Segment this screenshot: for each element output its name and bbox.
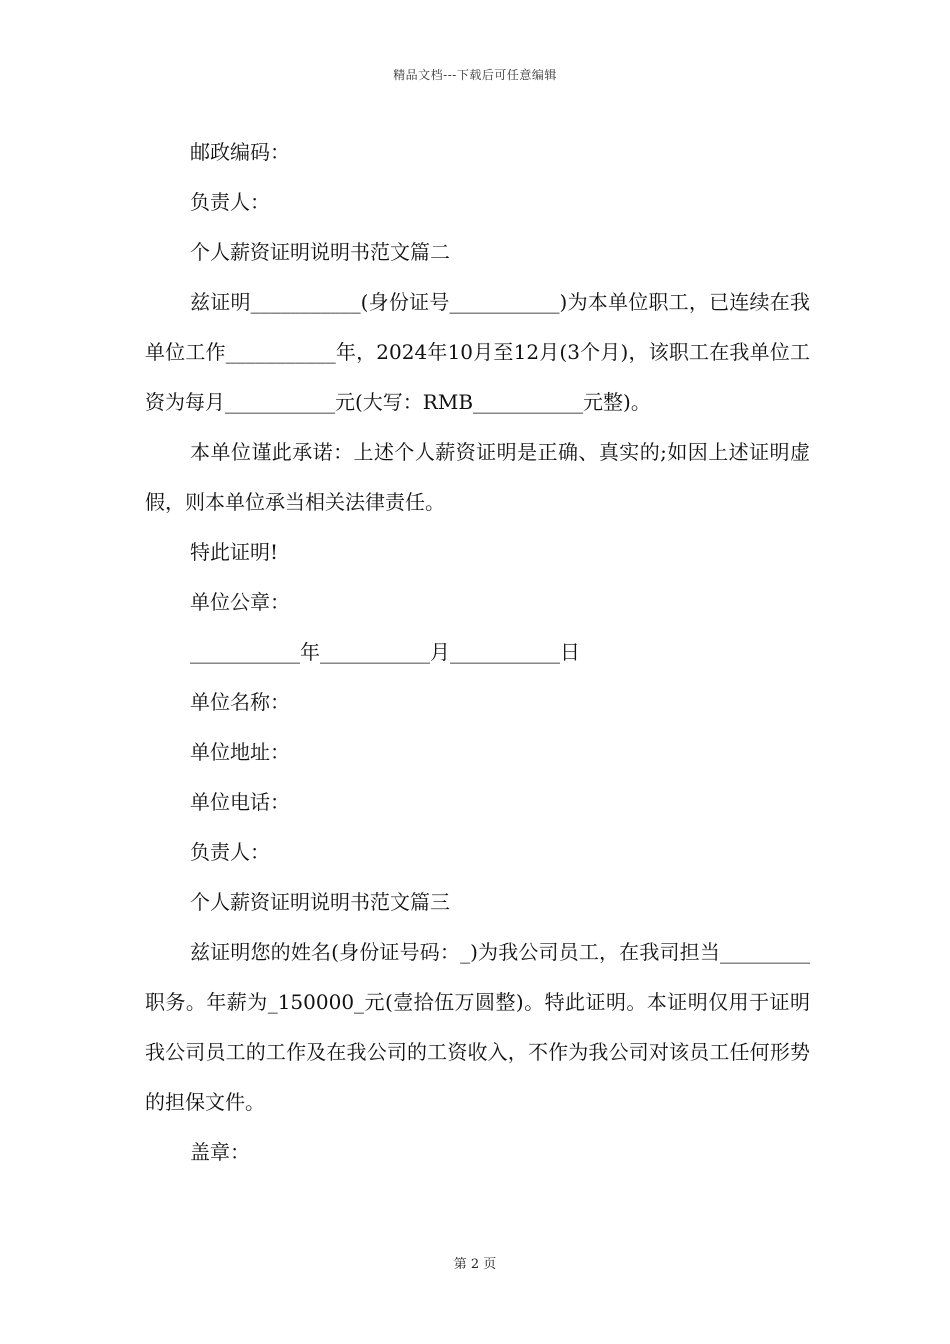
company-seal-label: 单位公章： [190, 590, 290, 614]
page-header: 精品文档---下载后可任意编辑 [393, 68, 557, 82]
postal-code-label: 邮政编码： [190, 140, 290, 164]
section-three-paragraph: 兹证明您的姓名(身份证号码：_)为我公司员工，在我司担当_________职务。年薪为_150000_元(壹拾伍万圆整)。特此证明。本证明仅用于证明我公司员工的工作及在我公司的工资收入，不作为我公司对该员工任何形势的担保文件。 [145, 940, 810, 1114]
company-address-label: 单位地址： [190, 740, 290, 764]
section-three-title: 个人薪资证明说明书范文篇三 [190, 890, 450, 914]
company-name-label: 单位名称： [190, 690, 290, 714]
responsible-person-label: 负责人： [190, 190, 270, 214]
section-two-paragraph-certification: 兹证明___________(身份证号___________)为本单位职工，已连续在我单位工作___________年，2024年10月至12月(3个月)，该职工在我单位工资为每月___________元(大写：RMB___________元整)。 [145, 290, 810, 414]
responsible-person-label: 负责人： [190, 840, 270, 864]
page-number: 第 2 页 [453, 1257, 497, 1272]
section-two-paragraph-commitment: 本单位谨此承诺：上述个人薪资证明是正确、真实的;如因上述证明虚假，则本单位承当相关法律责任。 [145, 440, 810, 514]
date-line: ___________年___________月___________日 [190, 640, 580, 664]
document-body [145, 127, 810, 1177]
section-two-title: 个人薪资证明说明书范文篇二 [190, 240, 450, 264]
stamp-label: 盖章： [190, 1140, 250, 1164]
company-phone-label: 单位电话： [190, 790, 290, 814]
hereby-certify: 特此证明! [190, 540, 279, 564]
